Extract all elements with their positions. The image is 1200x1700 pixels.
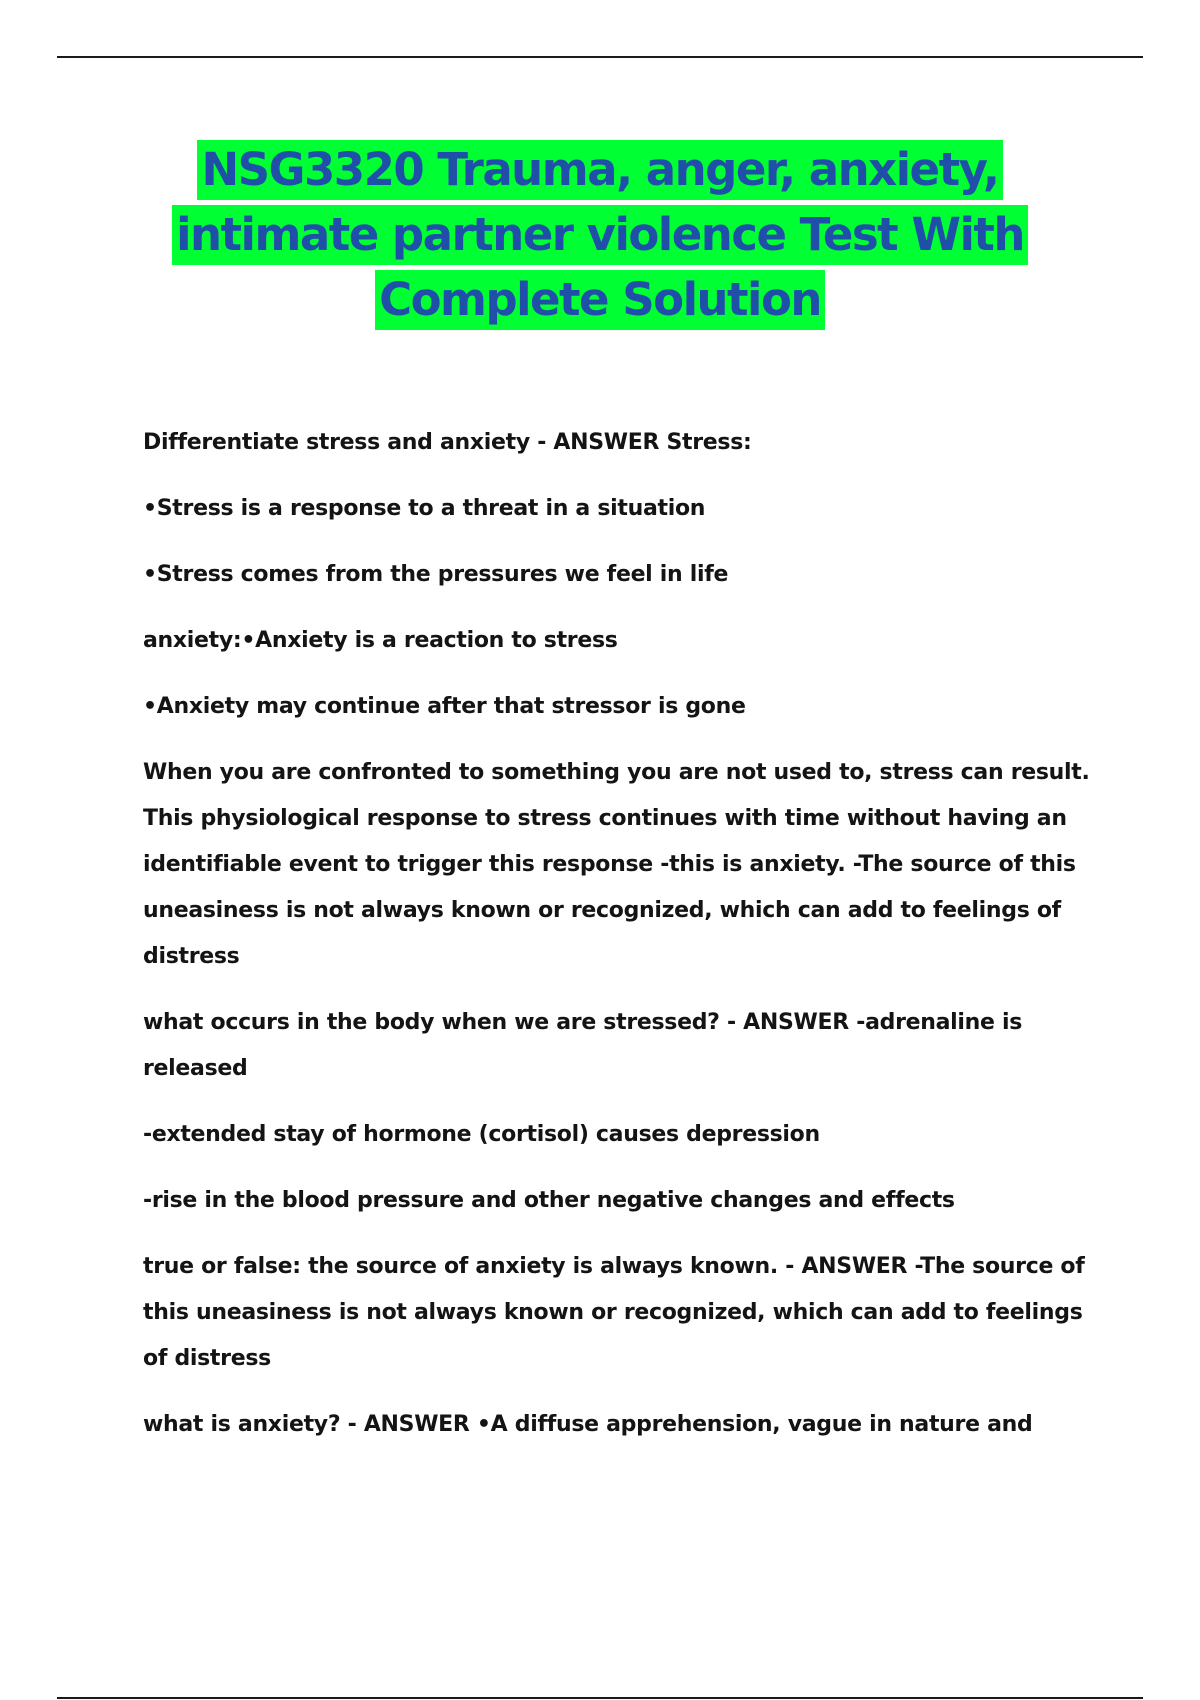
paragraph-anxiety-bullet-2: •Anxiety may continue after that stressor is gone (143, 694, 746, 719)
paragraph-anxiety-bullet-1: anxiety:•Anxiety is a reaction to stress (143, 628, 618, 653)
paragraph-stress-bullet-1: •Stress is a response to a threat in a situation (143, 496, 706, 521)
title-line-1: NSG3320 Trauma, anger, anxiety, (60, 140, 1140, 204)
bottom-divider (57, 1697, 1143, 1699)
document-body (143, 420, 1103, 1468)
paragraph-cortisol: -extended stay of hormone (cortisol) causes depression (143, 1122, 820, 1147)
paragraph-question-body-stress: what occurs in the body when we are stressed? - ANSWER -adrenaline is released (143, 1010, 1023, 1081)
paragraph-explanation: When you are confronted to something you are not used to, stress can result. This physiological response to stress continues with time without having an identifiable event to trigger this response -this is anxiety. -The source of this uneasiness is not always known or recognized, which can add to feelings of distress (143, 760, 1090, 969)
document-title (60, 140, 1140, 335)
paragraph-question-what-is-anxiety: what is anxiety? - ANSWER •A diffuse apprehension, vague in nature and (143, 1412, 1033, 1437)
paragraph-question-true-false: true or false: the source of anxiety is always known. - ANSWER -The source of this uneasiness is not always known or recognized, which can add to feelings of distress (143, 1254, 1085, 1371)
title-line-3: Complete Solution (60, 270, 1140, 334)
title-line-2: intimate partner violence Test With (60, 205, 1140, 269)
paragraph-stress-bullet-2: •Stress comes from the pressures we feel in life (143, 562, 729, 587)
paragraph-question-stress-anxiety: Differentiate stress and anxiety - ANSWER Stress: (143, 430, 752, 455)
paragraph-blood-pressure: -rise in the blood pressure and other negative changes and effects (143, 1188, 955, 1213)
top-divider (57, 56, 1143, 58)
